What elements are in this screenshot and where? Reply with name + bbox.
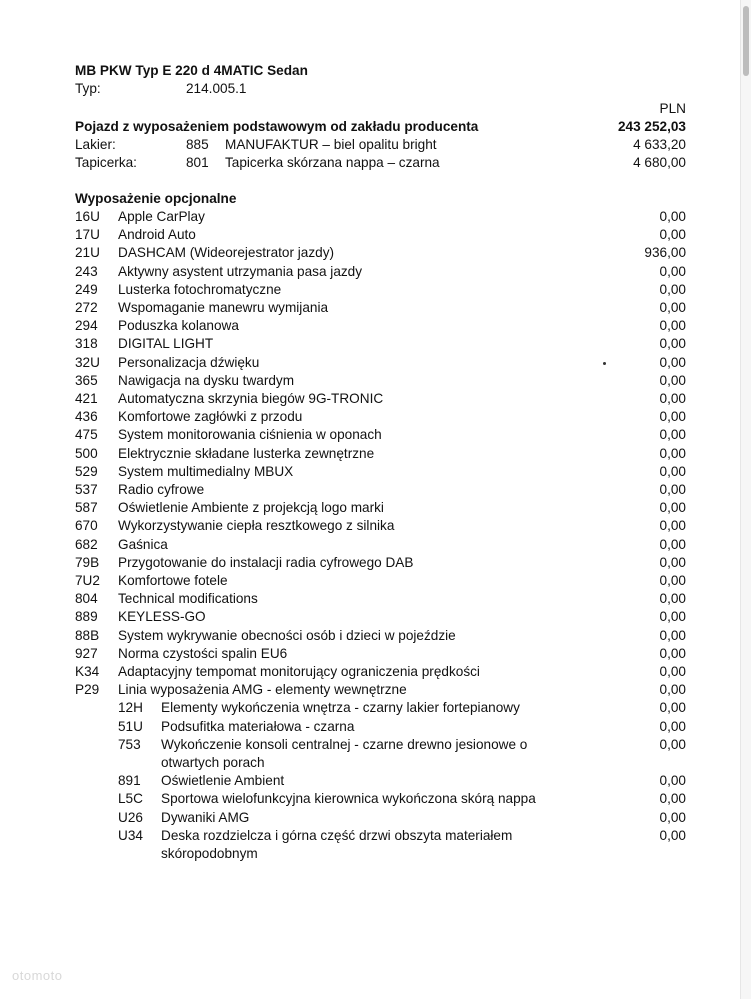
- option-price: 0,00: [659, 682, 686, 698]
- option-price: 936,00: [644, 245, 686, 261]
- option-row: [0, 463, 751, 481]
- option-desc: KEYLESS-GO: [118, 609, 206, 625]
- option-desc: System wykrywanie obecności osób i dzieci w pojeździe: [118, 627, 456, 643]
- paint-desc: MANUFAKTUR – biel opalitu bright: [225, 137, 437, 152]
- upholstery-row: [0, 154, 751, 172]
- option-row: [0, 663, 751, 681]
- option-price: 0,00: [659, 281, 686, 297]
- type-row: [0, 80, 751, 98]
- option-row: [0, 445, 751, 463]
- sub-option-row: [0, 736, 751, 772]
- option-code: 500: [75, 445, 98, 461]
- type-value: 214.005.1: [186, 81, 247, 96]
- option-row: [0, 572, 751, 590]
- option-code: 587: [75, 500, 98, 516]
- option-code: 927: [75, 645, 98, 661]
- option-price: 0,00: [659, 609, 686, 625]
- currency-label: PLN: [659, 101, 686, 116]
- sub-option-row: [0, 827, 751, 863]
- option-price: 0,00: [659, 591, 686, 607]
- option-desc: System multimedialny MBUX: [118, 463, 294, 479]
- option-price: 0,00: [659, 209, 686, 224]
- option-price: 0,00: [659, 463, 686, 479]
- option-row: [0, 499, 751, 517]
- sub-option-row: [0, 699, 751, 717]
- option-code: 17U: [75, 227, 100, 243]
- option-row: [0, 536, 751, 554]
- option-price: 0,00: [659, 445, 686, 461]
- options-title: Wyposażenie opcjonalne: [75, 191, 237, 206]
- option-price: 0,00: [659, 300, 686, 315]
- option-row: [0, 208, 751, 226]
- option-desc: Apple CarPlay: [118, 209, 205, 224]
- option-code: 475: [75, 427, 98, 443]
- paint-row: [0, 136, 751, 154]
- sub-option-desc: otwartych porach: [161, 754, 265, 770]
- option-code: 804: [75, 591, 98, 607]
- sub-option-row: [0, 790, 751, 808]
- option-code: 421: [75, 391, 98, 406]
- sub-option-desc: Sportowa wielofunkcyjna kierownica wykończona skórą nappa: [161, 791, 536, 807]
- option-row: [0, 244, 751, 262]
- option-desc: Oświetlenie Ambiente z projekcją logo marki: [118, 500, 384, 516]
- upholstery-label: Tapicerka:: [75, 155, 137, 170]
- scan-speck: [603, 362, 606, 365]
- option-code: 21U: [75, 245, 100, 261]
- option-price: 0,00: [659, 664, 686, 679]
- sub-option-code: 753: [118, 736, 141, 752]
- vertical-scrollbar[interactable]: [740, 0, 751, 999]
- option-desc: Wspomaganie manewru wymijania: [118, 300, 329, 315]
- option-row: [0, 372, 751, 390]
- option-price: 0,00: [659, 536, 686, 552]
- model-title: MB PKW Typ E 220 d 4MATIC Sedan: [75, 63, 308, 78]
- option-price: 0,00: [659, 263, 686, 279]
- sub-option-price: 0,00: [659, 700, 686, 716]
- option-desc: Aktywny asystent utrzymania pasa jazdy: [118, 263, 363, 279]
- options-title-row: [0, 190, 751, 208]
- option-row: [0, 590, 751, 608]
- sub-option-row: [0, 718, 751, 736]
- option-code: 318: [75, 336, 98, 352]
- sub-option-code: L5C: [118, 791, 143, 807]
- paint-code: 885: [186, 137, 209, 152]
- upholstery-code: 801: [186, 155, 209, 170]
- option-code: 529: [75, 463, 98, 479]
- option-code: 79B: [75, 554, 100, 570]
- currency-row: [0, 100, 751, 118]
- sub-option-desc: Podsufitka materiałowa - czarna: [161, 718, 355, 734]
- option-desc: Nawigacja na dysku twardym: [118, 372, 295, 388]
- option-desc: Poduszka kolanowa: [118, 318, 239, 334]
- sub-option-price: 0,00: [659, 827, 686, 843]
- option-desc: DASHCAM (Wideorejestrator jazdy): [118, 245, 335, 261]
- option-desc: DIGITAL LIGHT: [118, 336, 214, 352]
- upholstery-price: 4 680,00: [633, 155, 686, 170]
- option-code: P29: [75, 682, 100, 698]
- option-price: 0,00: [659, 573, 686, 588]
- option-row: [0, 608, 751, 626]
- option-price: 0,00: [659, 645, 686, 661]
- option-row: [0, 645, 751, 663]
- option-row: [0, 354, 751, 372]
- sub-option-price: 0,00: [659, 809, 686, 825]
- option-code: 272: [75, 300, 98, 315]
- option-desc: Personalizacja dźwięku: [118, 354, 260, 370]
- option-price: 0,00: [659, 518, 686, 534]
- option-desc: Radio cyfrowe: [118, 482, 205, 497]
- option-price: 0,00: [659, 227, 686, 243]
- sub-option-price: 0,00: [659, 773, 686, 789]
- option-price: 0,00: [659, 372, 686, 388]
- option-desc: Lusterka fotochromatyczne: [118, 281, 282, 297]
- option-code: 16U: [75, 209, 100, 224]
- sub-option-row: [0, 809, 751, 827]
- option-desc: Automatyczna skrzynia biegów 9G-TRONIC: [118, 391, 384, 406]
- option-code: 436: [75, 409, 98, 425]
- option-row: [0, 263, 751, 281]
- paint-label: Lakier:: [75, 137, 116, 152]
- option-code: 243: [75, 263, 98, 279]
- option-code: K34: [75, 664, 100, 679]
- option-code: 249: [75, 281, 98, 297]
- option-row: [0, 517, 751, 535]
- sub-option-price: 0,00: [659, 791, 686, 807]
- sub-option-code: U26: [118, 809, 143, 825]
- option-desc: Linia wyposażenia AMG - elementy wewnętrzne: [118, 682, 407, 698]
- option-price: 0,00: [659, 554, 686, 570]
- sub-option-desc: Wykończenie konsoli centralnej - czarne drewno jesionowe o: [161, 736, 528, 752]
- option-desc: Wykorzystywanie ciepła resztkowego z silnika: [118, 518, 395, 534]
- option-code: 537: [75, 482, 98, 497]
- option-row: [0, 681, 751, 699]
- option-desc: Android Auto: [118, 227, 196, 243]
- sub-option-desc: Dywaniki AMG: [161, 809, 250, 825]
- sub-option-desc: Deska rozdzielcza i górna część drzwi obszyta materiałem: [161, 827, 513, 843]
- option-row: [0, 426, 751, 444]
- option-price: 0,00: [659, 627, 686, 643]
- type-label: Typ:: [75, 81, 101, 96]
- option-desc: Elektrycznie składane lusterka zewnętrzne: [118, 445, 375, 461]
- option-code: 32U: [75, 354, 100, 370]
- option-code: 889: [75, 609, 98, 625]
- sub-option-desc: skóropodobnym: [161, 845, 258, 861]
- option-row: [0, 335, 751, 353]
- option-code: 7U2: [75, 573, 100, 588]
- option-price: 0,00: [659, 391, 686, 406]
- option-row: [0, 317, 751, 335]
- option-price: 0,00: [659, 482, 686, 497]
- sub-option-desc: Elementy wykończenia wnętrza - czarny lakier fortepianowy: [161, 700, 520, 716]
- option-desc: Komfortowe fotele: [118, 573, 228, 588]
- option-desc: Norma czystości spalin EU6: [118, 645, 288, 661]
- option-row: [0, 481, 751, 499]
- base-price: 243 252,03: [617, 119, 686, 134]
- option-desc: Adaptacyjny tempomat monitorujący ograniczenia prędkości: [118, 664, 480, 679]
- option-row: [0, 554, 751, 572]
- option-row: [0, 627, 751, 645]
- watermark-logo: otomoto: [12, 968, 63, 983]
- upholstery-desc: Tapicerka skórzana nappa – czarna: [225, 155, 440, 170]
- option-price: 0,00: [659, 318, 686, 334]
- option-price: 0,00: [659, 500, 686, 516]
- option-desc: Technical modifications: [118, 591, 258, 607]
- option-code: 88B: [75, 627, 100, 643]
- option-price: 0,00: [659, 336, 686, 352]
- base-row: [0, 118, 751, 136]
- model-row: [0, 62, 751, 80]
- option-code: 682: [75, 536, 98, 552]
- option-desc: System monitorowania ciśnienia w oponach: [118, 427, 382, 443]
- option-row: [0, 281, 751, 299]
- option-row: [0, 408, 751, 426]
- option-code: 365: [75, 372, 98, 388]
- sub-option-code: 891: [118, 773, 141, 789]
- paint-price: 4 633,20: [633, 137, 686, 152]
- option-desc: Gaśnica: [118, 536, 168, 552]
- sub-option-price: 0,00: [659, 718, 686, 734]
- option-code: 294: [75, 318, 98, 334]
- option-price: 0,00: [659, 427, 686, 443]
- option-price: 0,00: [659, 354, 686, 370]
- option-row: [0, 299, 751, 317]
- scrollbar-thumb[interactable]: [743, 6, 749, 76]
- sub-option-desc: Oświetlenie Ambient: [161, 773, 285, 789]
- sub-option-code: 51U: [118, 718, 143, 734]
- option-desc: Przygotowanie do instalacji radia cyfrowego DAB: [118, 554, 414, 570]
- sub-option-code: U34: [118, 827, 143, 843]
- option-row: [0, 390, 751, 408]
- sub-option-row: [0, 772, 751, 790]
- base-label: Pojazd z wyposażeniem podstawowym od zakładu producenta: [75, 119, 479, 134]
- option-row: [0, 226, 751, 244]
- option-desc: Komfortowe zagłówki z przodu: [118, 409, 303, 425]
- option-code: 670: [75, 518, 98, 534]
- sub-option-price: 0,00: [659, 736, 686, 752]
- sub-option-code: 12H: [118, 700, 143, 716]
- option-price: 0,00: [659, 409, 686, 425]
